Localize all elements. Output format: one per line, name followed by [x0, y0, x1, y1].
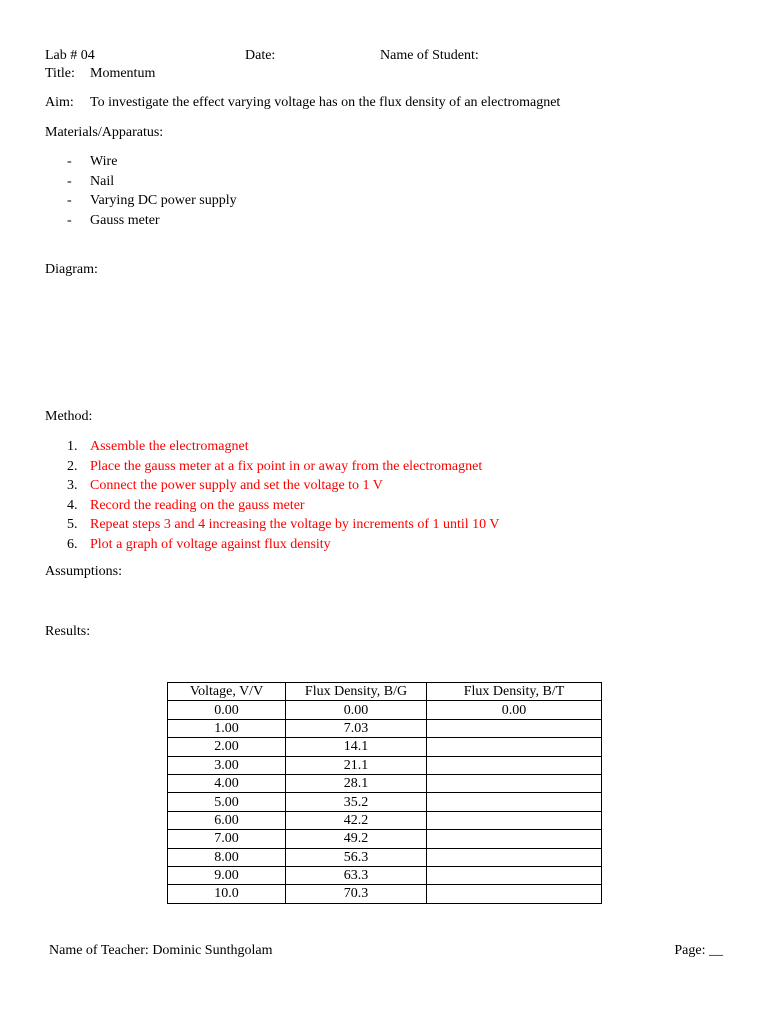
cell-voltage: 7.00 — [168, 830, 286, 848]
cell-flux-gauss: 35.2 — [286, 793, 427, 811]
cell-flux-gauss: 49.2 — [286, 830, 427, 848]
table-row — [168, 866, 602, 884]
cell-flux-tesla — [427, 756, 602, 774]
list-item — [45, 211, 237, 231]
title-value: Momentum — [90, 66, 156, 81]
cell-flux-tesla — [427, 866, 602, 884]
materials-heading: Materials/Apparatus: — [45, 125, 164, 140]
table-row — [168, 774, 602, 792]
method-step: Place the gauss meter at a fix point in or away from the electromagnet — [90, 458, 483, 474]
cell-flux-tesla — [427, 885, 602, 903]
student-name-label: Name of Student: — [380, 48, 479, 63]
cell-voltage: 2.00 — [168, 738, 286, 756]
column-header-voltage: Voltage, V/V — [168, 683, 286, 701]
bullet-dash: - — [67, 173, 72, 189]
results-table — [167, 682, 602, 904]
cell-flux-gauss: 63.3 — [286, 866, 427, 884]
method-step: Repeat steps 3 and 4 increasing the voltage by increments of 1 until 10 V — [90, 517, 500, 532]
title-label: Title: — [45, 66, 75, 81]
cell-flux-gauss: 70.3 — [286, 885, 427, 903]
method-heading: Method: — [45, 409, 93, 424]
step-number: 3. — [67, 478, 78, 493]
cell-voltage: 10.0 — [168, 885, 286, 903]
cell-flux-tesla — [427, 793, 602, 811]
lab-number: Lab # 04 — [45, 48, 95, 63]
table-row — [168, 811, 602, 829]
material-item: Gauss meter — [90, 212, 160, 228]
list-item — [45, 191, 237, 211]
cell-voltage: 3.00 — [168, 756, 286, 774]
list-item — [45, 476, 500, 496]
cell-flux-gauss: 0.00 — [286, 701, 427, 719]
material-item: Nail — [90, 173, 115, 189]
list-item — [45, 172, 237, 192]
cell-flux-tesla — [427, 719, 602, 737]
table-row — [168, 701, 602, 719]
teacher-name: Name of Teacher: Dominic Sunthgolam — [49, 943, 273, 958]
step-number: 4. — [67, 497, 78, 513]
bullet-dash: - — [67, 212, 72, 228]
cell-flux-gauss: 7.03 — [286, 719, 427, 737]
column-header-flux-tesla: Flux Density, B/T — [427, 683, 602, 701]
cell-voltage: 4.00 — [168, 774, 286, 792]
step-number: 5. — [67, 517, 78, 532]
step-number: 2. — [67, 458, 78, 474]
list-item — [45, 437, 500, 457]
method-step: Plot a graph of voltage against flux density — [90, 536, 331, 552]
page-number: Page: __ — [674, 943, 723, 958]
assumptions-heading: Assumptions: — [45, 564, 123, 579]
cell-voltage: 0.00 — [168, 701, 286, 719]
table-row — [168, 756, 602, 774]
cell-flux-tesla — [427, 738, 602, 756]
cell-voltage: 8.00 — [168, 848, 286, 866]
material-item: Varying DC power supply — [90, 193, 237, 208]
list-item — [45, 496, 500, 516]
cell-voltage: 1.00 — [168, 719, 286, 737]
table-row — [168, 885, 602, 903]
cell-voltage: 9.00 — [168, 866, 286, 884]
materials-list — [45, 152, 237, 230]
diagram-heading: Diagram: — [45, 262, 98, 277]
method-step: Assemble the electromagnet — [90, 439, 249, 454]
step-number: 6. — [67, 536, 78, 552]
cell-flux-tesla — [427, 811, 602, 829]
list-item — [45, 152, 237, 172]
cell-flux-gauss: 56.3 — [286, 848, 427, 866]
cell-flux-gauss: 28.1 — [286, 774, 427, 792]
bullet-dash: - — [67, 193, 72, 208]
cell-flux-gauss: 42.2 — [286, 811, 427, 829]
aim-text: To investigate the effect varying voltage has on the flux density of an electromagnet — [90, 95, 561, 110]
table-header-row — [168, 683, 602, 701]
material-item: Wire — [90, 154, 118, 169]
aim-label: Aim: — [45, 95, 74, 110]
method-list — [45, 437, 500, 554]
list-item — [45, 515, 500, 535]
cell-voltage: 6.00 — [168, 811, 286, 829]
cell-flux-tesla — [427, 848, 602, 866]
date-label: Date: — [245, 48, 276, 63]
cell-flux-tesla — [427, 774, 602, 792]
cell-flux-gauss: 21.1 — [286, 756, 427, 774]
table-row — [168, 738, 602, 756]
column-header-flux-gauss: Flux Density, B/G — [286, 683, 427, 701]
table-row — [168, 848, 602, 866]
cell-flux-tesla — [427, 830, 602, 848]
table-row — [168, 830, 602, 848]
method-step: Connect the power supply and set the voltage to 1 V — [90, 478, 383, 493]
table-row — [168, 719, 602, 737]
list-item — [45, 535, 500, 555]
step-number: 1. — [67, 439, 78, 454]
results-heading: Results: — [45, 624, 91, 639]
list-item — [45, 457, 500, 477]
bullet-dash: - — [67, 154, 72, 169]
cell-flux-tesla: 0.00 — [427, 701, 602, 719]
cell-voltage: 5.00 — [168, 793, 286, 811]
method-step: Record the reading on the gauss meter — [90, 497, 305, 513]
table-row — [168, 793, 602, 811]
cell-flux-gauss: 14.1 — [286, 738, 427, 756]
